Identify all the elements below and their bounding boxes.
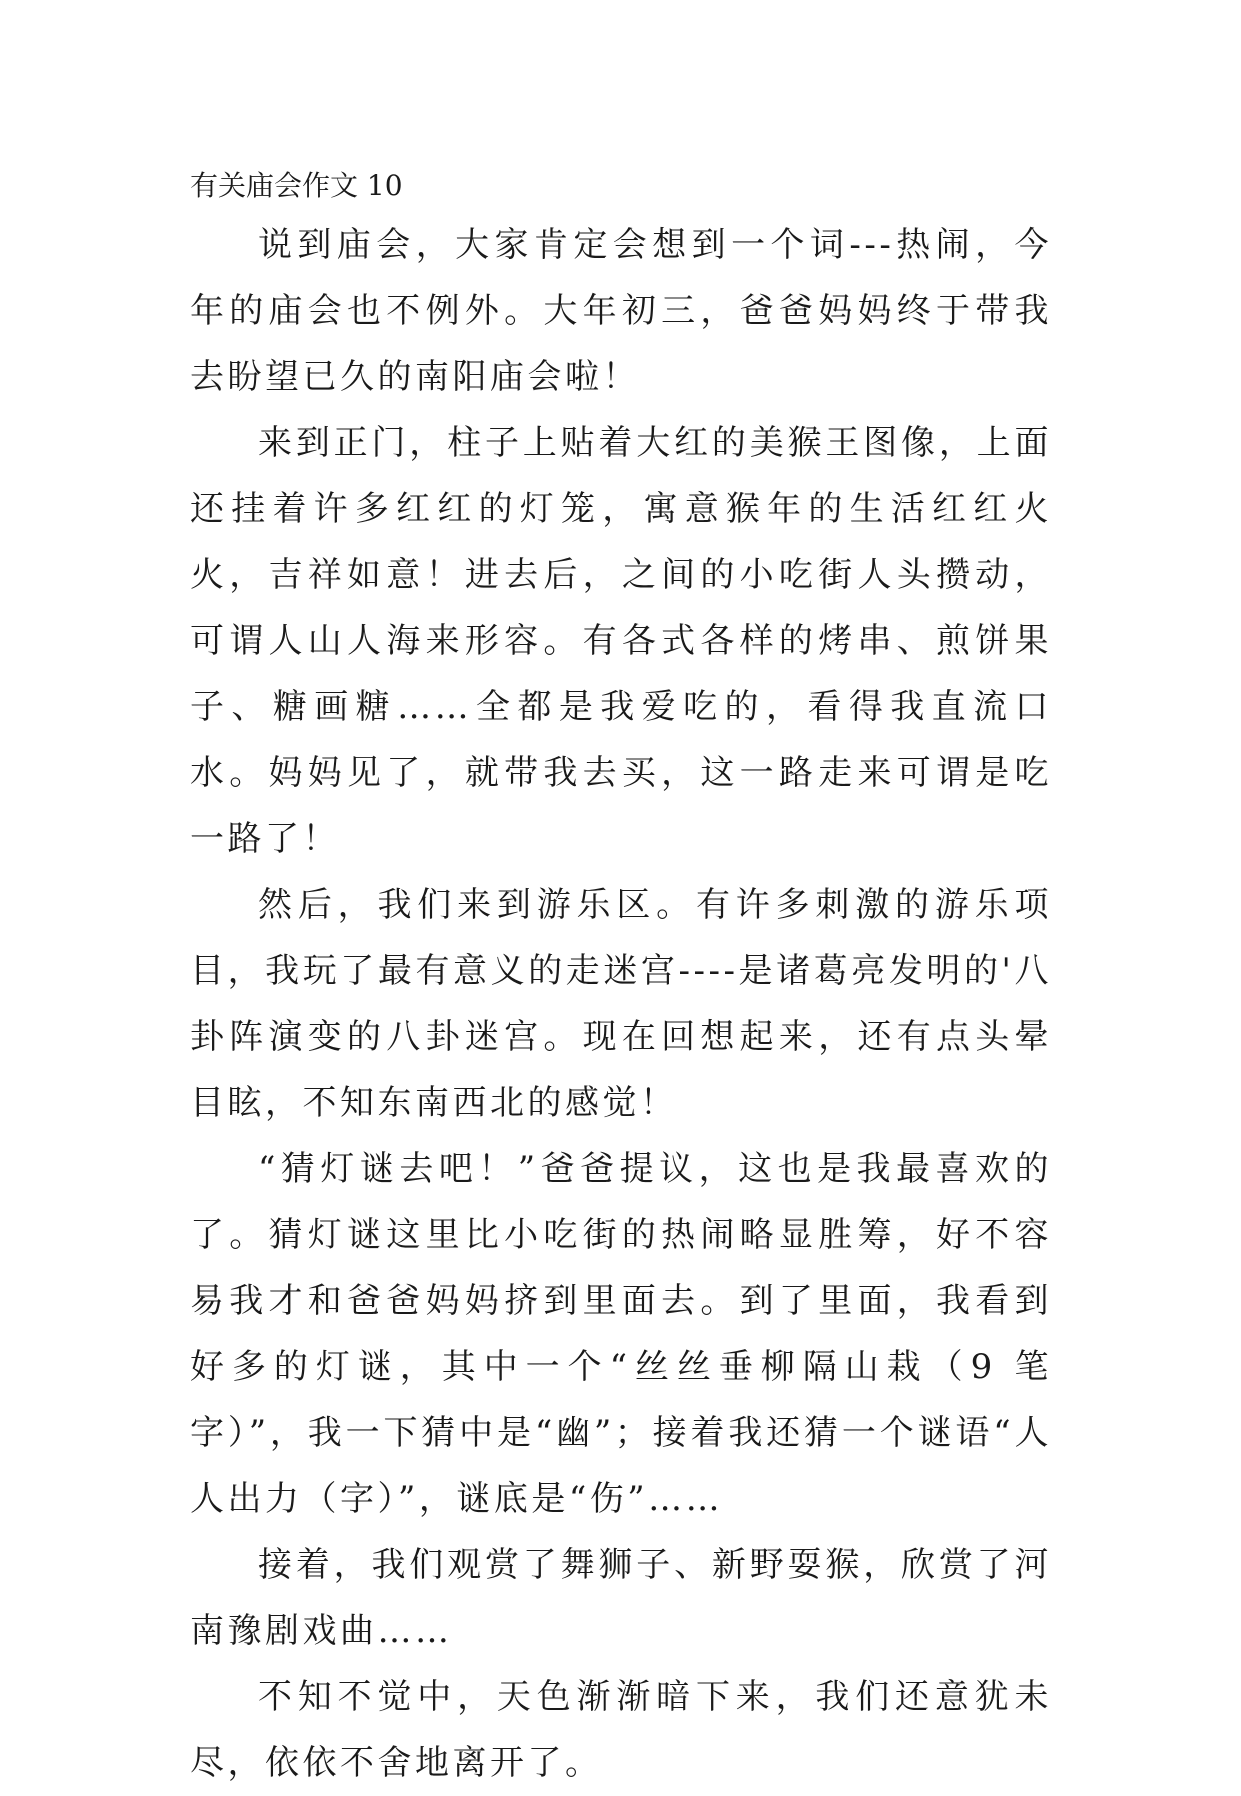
essay-paragraph: 说到庙会，大家肯定会想到一个词---热闹，今年的庙会也不例外。大年初三，爸爸妈妈终于带我去盼望已久的南阳庙会啦！ bbox=[190, 225, 1052, 397]
essay-title: 有关庙会作文 10 bbox=[190, 169, 403, 202]
essay-paragraph: 接着，我们观赏了舞狮子、新野耍猴，欣赏了河南豫剧戏曲…… bbox=[190, 1545, 1052, 1651]
essay-paragraph: 来到正门，柱子上贴着大红的美猴王图像，上面还挂着许多红红的灯笼，寓意猴年的生活红红火火，吉祥如意！进去后，之间的小吃街人头攒动，可谓人山人海来形容。有各式各样的烤串、煎饼果子、糖画糖……全都是我爱吃的，看得我直流口水。妈妈见了，就带我去买，这一路走来可谓是吃一路了！ bbox=[190, 423, 1052, 859]
essay-paragraph: 然后，我们来到游乐区。有许多刺激的游乐项目，我玩了最有意义的走迷宫----是诸葛亮发明的'八卦阵演变的八卦迷宫。现在回想起来，还有点头晕目眩，不知东南西北的感觉！ bbox=[190, 885, 1052, 1123]
essay-paragraph: 不知不觉中，天色渐渐暗下来，我们还意犹未尽，依依不舍地离开了。 bbox=[190, 1677, 1052, 1783]
essay-paragraph: “猜灯谜去吧！”爸爸提议，这也是我最喜欢的了。猜灯谜这里比小吃街的热闹略显胜筹，好不容易我才和爸爸妈妈挤到里面去。到了里面，我看到好多的灯谜，其中一个“丝丝垂柳隔山栽（9 笔字）”，我一下猜中是“幽”；接着我还猜一个谜语“人人出力（字）”，谜底是“伤”…… bbox=[190, 1149, 1052, 1519]
essay-body bbox=[190, 160, 1052, 1796]
